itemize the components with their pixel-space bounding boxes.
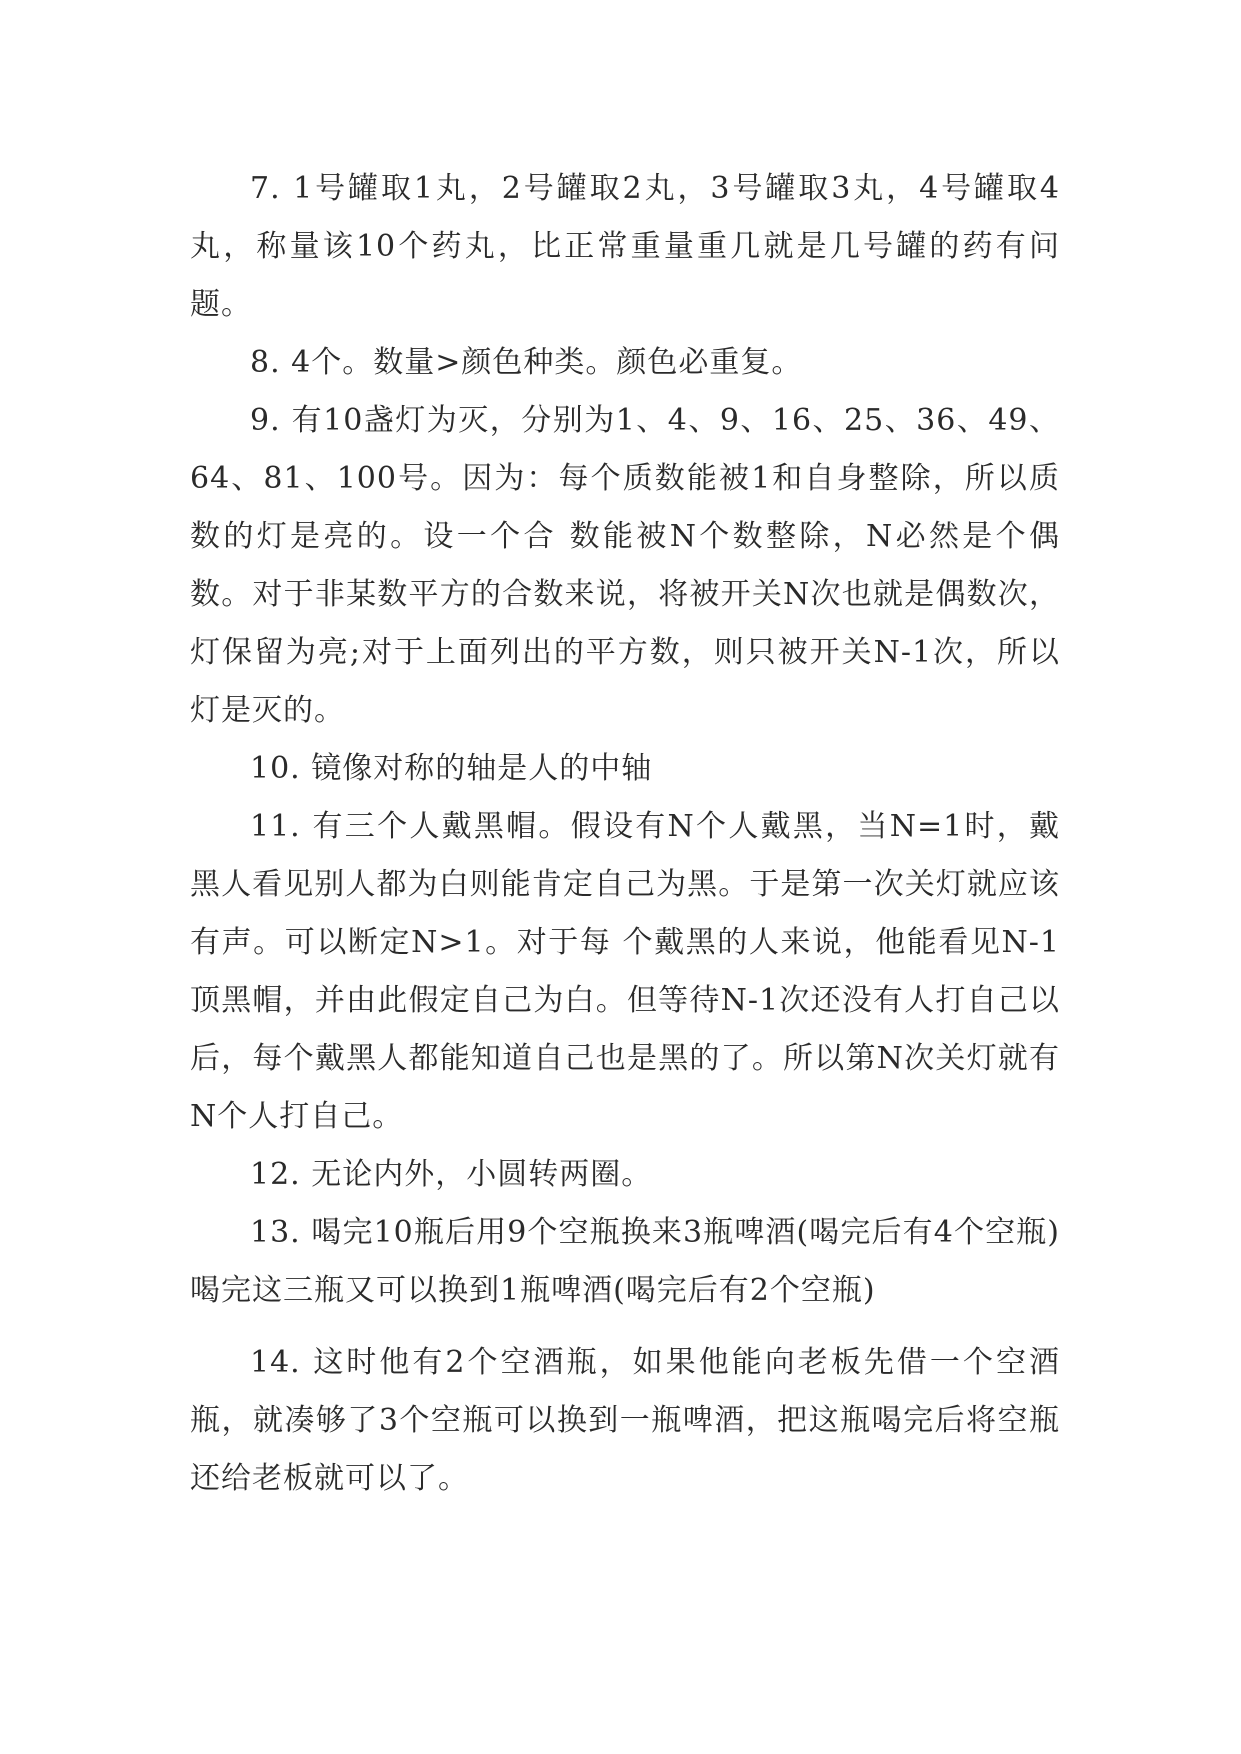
answer-7: 7. 1号罐取1丸，2号罐取2丸，3号罐取3丸，4号罐取4丸，称量该10个药丸，比正常重量重几就是几号罐的药有问题。	[190, 171, 1060, 322]
answer-14: 14. 这时他有2个空酒瓶，如果他能向老板先借一个空酒瓶，就凑够了3个空瓶可以换到一瓶啤酒，把这瓶喝完后将空瓶还给老板就可以了。	[190, 1345, 1060, 1496]
answer-9: 9. 有10盏灯为灭，分别为1、4、9、16、25、36、49、64、81、100号。因为：每个质数能被1和自身整除，所以质数的灯是亮的。设一个合 数能被N个数整除，N必然是个偶数。对于非某数平方的合数来说，将被开关N次也就是偶数次，灯保留为亮;对于上面列出的平方数，则只被开关N-1次，所以 灯是灭的。	[190, 403, 1060, 728]
answer-12: 12. 无论内外，小圆转两圈。	[250, 1157, 653, 1192]
answer-8: 8. 4个。数量>颜色种类。颜色必重复。	[250, 345, 803, 380]
answer-10: 10. 镜像对称的轴是人的中轴	[250, 751, 653, 786]
document-body	[190, 160, 1060, 1508]
answer-11: 11. 有三个人戴黑帽。假设有N个人戴黑，当N=1时，戴黑人看见别人都为白则能肯定自己为黑。于是第一次关灯就应该有声。可以断定N>1。对于每 个戴黑的人来说，他能看见N-1顶黑帽，并由此假定自己为白。但等待N-1次还没有人打自己以后，每个戴黑人都能知道自己也是黑的了。所以第N次关灯就有 N个人打自己。	[190, 809, 1060, 1134]
answer-13: 13. 喝完10瓶后用9个空瓶换来3瓶啤酒(喝完后有4个空瓶) 喝完这三瓶又可以换到1瓶啤酒(喝完后有2个空瓶)	[190, 1215, 1060, 1308]
